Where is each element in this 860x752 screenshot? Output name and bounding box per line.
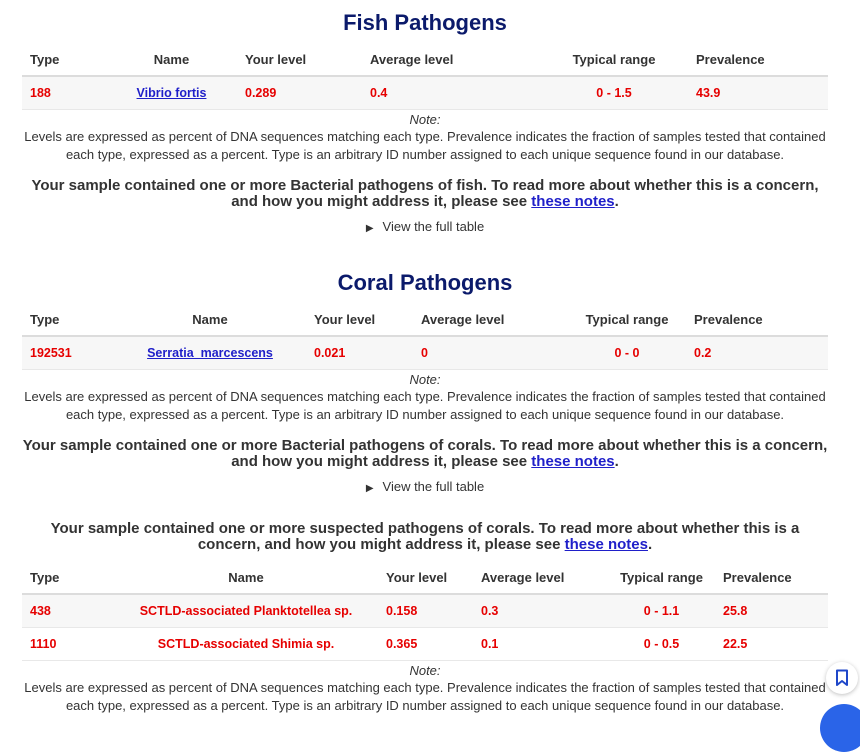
col-name: Name bbox=[114, 303, 306, 336]
cell-prevalence: 25.8 bbox=[715, 594, 828, 628]
col-typical-range: Typical range bbox=[540, 43, 688, 76]
col-name: Name bbox=[114, 561, 378, 594]
table-row bbox=[22, 76, 828, 110]
cell-your-level: 0.289 bbox=[237, 76, 362, 110]
col-name: Name bbox=[106, 43, 237, 76]
cell-type: 188 bbox=[22, 76, 106, 110]
pathogen-link[interactable]: Vibrio fortis bbox=[136, 86, 207, 100]
these-notes-link[interactable]: these notes bbox=[531, 193, 615, 210]
bookmark-button[interactable] bbox=[826, 662, 858, 694]
cell-name: SCTLD-associated Planktotellea sp. bbox=[114, 594, 378, 628]
cell-prevalence: 0.2 bbox=[686, 336, 828, 370]
note-label: Note: bbox=[409, 112, 441, 127]
col-prevalence: Prevalence bbox=[715, 561, 828, 594]
view-full-table-toggle[interactable] bbox=[22, 479, 828, 494]
col-average-level: Average level bbox=[413, 303, 568, 336]
cell-typical-range: 0 - 0.5 bbox=[608, 628, 715, 661]
cell-your-level: 0.365 bbox=[378, 628, 473, 661]
cell-type: 192531 bbox=[22, 336, 114, 370]
coral-pathogens-table bbox=[22, 303, 828, 370]
cell-type: 1110 bbox=[22, 628, 114, 661]
note-text: Levels are expressed as percent of DNA sequences matching each type. Prevalence indicates the fraction of samples tested that contained each type, expressed as a percent. Type is an arbitrary ID number assigned to each unique sequence found in our database. bbox=[24, 389, 826, 422]
table-header-row bbox=[22, 561, 828, 594]
cell-average-level: 0.3 bbox=[473, 594, 608, 628]
col-your-level: Your level bbox=[237, 43, 362, 76]
concern-text: Your sample contained one or more Bacterial pathogens of corals. To read more about whether this is a concern, and how you might address it, please see bbox=[22, 437, 828, 470]
table-header-row bbox=[22, 43, 828, 76]
col-prevalence: Prevalence bbox=[686, 303, 828, 336]
table-header-row bbox=[22, 303, 828, 336]
fish-concern-message: Your sample contained one or more Bacterial pathogens of fish. To read more about whether this is a concern, and how you might address it, please see these notes. bbox=[31, 177, 819, 210]
col-type: Type bbox=[22, 303, 114, 336]
triangle-right-icon: ▶ bbox=[365, 223, 374, 234]
col-prevalence: Prevalence bbox=[688, 43, 828, 76]
col-average-level: Average level bbox=[473, 561, 608, 594]
table-row bbox=[22, 594, 828, 628]
these-notes-link[interactable]: these notes bbox=[564, 536, 648, 553]
cell-average-level: 0.1 bbox=[473, 628, 608, 661]
cell-your-level: 0.021 bbox=[306, 336, 413, 370]
note-label: Note: bbox=[409, 663, 441, 678]
pathogen-link[interactable]: Serratia_marcescens bbox=[147, 346, 273, 360]
table-row bbox=[22, 336, 828, 370]
coral-section-title: Coral Pathogens bbox=[337, 270, 513, 295]
suspected-concern-message: Your sample contained one or more suspected pathogens of corals. To read more about whether this is a concern, and how you might address it, please see these notes. bbox=[50, 520, 800, 553]
cell-prevalence: 22.5 bbox=[715, 628, 828, 661]
coral-concern-message: Your sample contained one or more Bacterial pathogens of corals. To read more about whether this is a concern, and how you might address it, please see these notes. bbox=[22, 437, 828, 470]
cell-name: SCTLD-associated Shimia sp. bbox=[114, 628, 378, 661]
view-full-table-label: View the full table bbox=[382, 479, 485, 494]
cell-prevalence: 43.9 bbox=[688, 76, 828, 110]
cell-typical-range: 0 - 1.5 bbox=[540, 76, 688, 110]
view-full-table-label: View the full table bbox=[382, 219, 485, 234]
fish-section-title: Fish Pathogens bbox=[343, 10, 507, 35]
col-typical-range: Typical range bbox=[608, 561, 715, 594]
col-type: Type bbox=[22, 561, 114, 594]
col-average-level: Average level bbox=[362, 43, 540, 76]
cell-average-level: 0.4 bbox=[362, 76, 540, 110]
these-notes-link[interactable]: these notes bbox=[531, 453, 615, 470]
cell-typical-range: 0 - 0 bbox=[568, 336, 686, 370]
col-type: Type bbox=[22, 43, 106, 76]
fish-pathogens-table bbox=[22, 43, 828, 110]
bookmark-icon bbox=[835, 669, 849, 687]
col-your-level: Your level bbox=[378, 561, 473, 594]
col-your-level: Your level bbox=[306, 303, 413, 336]
note-label: Note: bbox=[409, 372, 441, 387]
cell-typical-range: 0 - 1.1 bbox=[608, 594, 715, 628]
view-full-table-toggle[interactable] bbox=[22, 219, 828, 234]
cell-type: 438 bbox=[22, 594, 114, 628]
triangle-right-icon: ▶ bbox=[365, 483, 374, 494]
floating-action-button[interactable] bbox=[820, 704, 860, 752]
note-text: Levels are expressed as percent of DNA sequences matching each type. Prevalence indicates the fraction of samples tested that contained each type, expressed as a percent. Type is an arbitrary ID number assigned to each unique sequence found in our database. bbox=[24, 680, 826, 713]
cell-name bbox=[114, 336, 306, 370]
cell-your-level: 0.158 bbox=[378, 594, 473, 628]
cell-name bbox=[106, 76, 237, 110]
cell-average-level: 0 bbox=[413, 336, 568, 370]
col-typical-range: Typical range bbox=[568, 303, 686, 336]
concern-text: Your sample contained one or more Bacterial pathogens of fish. To read more about whether this is a concern, and how you might address it, please see bbox=[31, 177, 819, 210]
note-text: Levels are expressed as percent of DNA sequences matching each type. Prevalence indicates the fraction of samples tested that contained each type, expressed as a percent. Type is an arbitrary ID number assigned to each unique sequence found in our database. bbox=[24, 129, 826, 162]
table-row bbox=[22, 628, 828, 661]
concern-text: Your sample contained one or more suspected pathogens of corals. To read more about whether this is a concern, and how you might address it, please see bbox=[50, 520, 800, 553]
suspected-pathogens-table bbox=[22, 561, 828, 661]
